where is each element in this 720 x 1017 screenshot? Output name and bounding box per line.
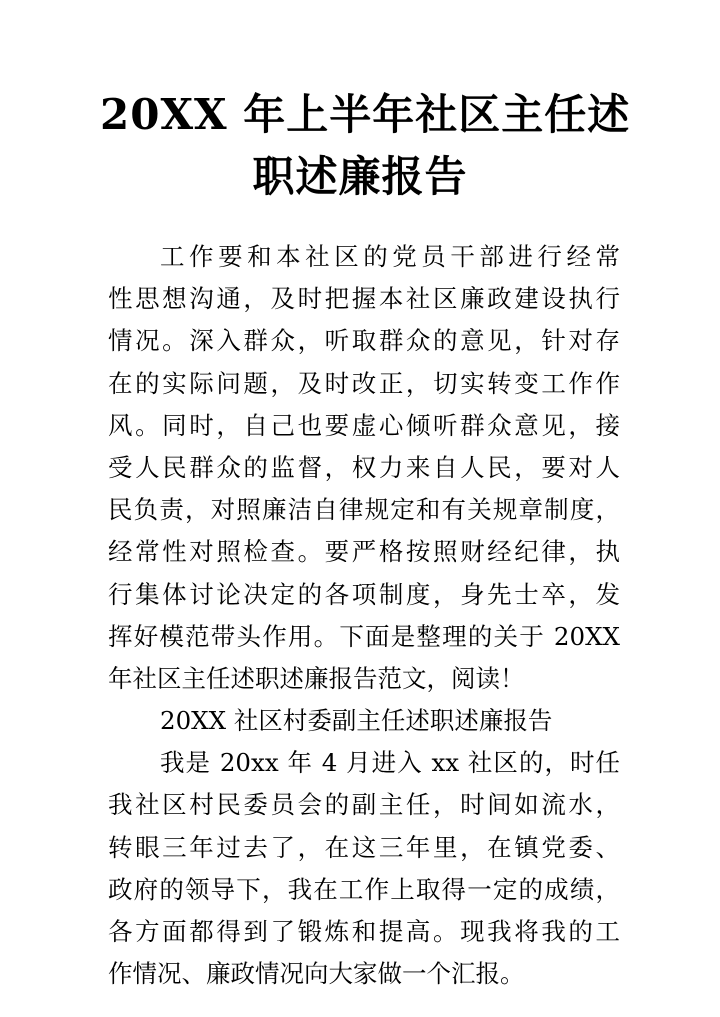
body-line: 受人民群众的监督，权力来自人民，要对人 bbox=[108, 452, 620, 482]
body-line: 我社区村民委员会的副主任，时间如流水， bbox=[108, 790, 620, 820]
title-line: 20XX 年上半年社区主任述 bbox=[100, 90, 631, 139]
document-title bbox=[100, 84, 631, 208]
body-line: 我是 20xx 年 4 月进入 xx 社区的，时任 bbox=[160, 748, 620, 778]
body-line: 各方面都得到了锻炼和提高。现我将我的工 bbox=[108, 917, 620, 946]
body-line: 转眼三年过去了，在这三年里，在镇党委、 bbox=[108, 832, 620, 862]
body-line: 挥好模范带头作用。下面是整理的关于 20XX bbox=[108, 621, 620, 651]
title-line: 职述廉报告 bbox=[252, 152, 468, 201]
body-line: 民负责，对照廉洁自律规定和有关规章制度， bbox=[108, 495, 620, 525]
body-line: 工作要和本社区的党员干部进行经常 bbox=[160, 242, 620, 271]
body-line: 20XX 社区村委副主任述职述廉报告 bbox=[160, 706, 553, 736]
body-line: 性思想沟通，及时把握本社区廉政建设执行 bbox=[108, 284, 620, 314]
body-line: 经常性对照检查。要严格按照财经纪律，执 bbox=[108, 537, 620, 567]
body-line: 在的实际问题，及时改正，切实转变工作作 bbox=[108, 368, 620, 398]
body-line: 行集体讨论决定的各项制度，身先士卒，发 bbox=[108, 579, 620, 609]
body-line: 风。同时，自己也要虚心倾听群众意见，接 bbox=[108, 410, 620, 440]
body-line: 年社区主任述职述廉报告范文，阅读！ bbox=[108, 663, 525, 693]
body-line: 情况。深入群众，听取群众的意见，针对存 bbox=[108, 326, 620, 356]
document-body bbox=[108, 236, 620, 995]
body-line: 政府的领导下，我在工作上取得一定的成绩， bbox=[108, 874, 620, 904]
body-line: 作情况、廉政情况向大家做一个汇报。 bbox=[108, 959, 525, 989]
